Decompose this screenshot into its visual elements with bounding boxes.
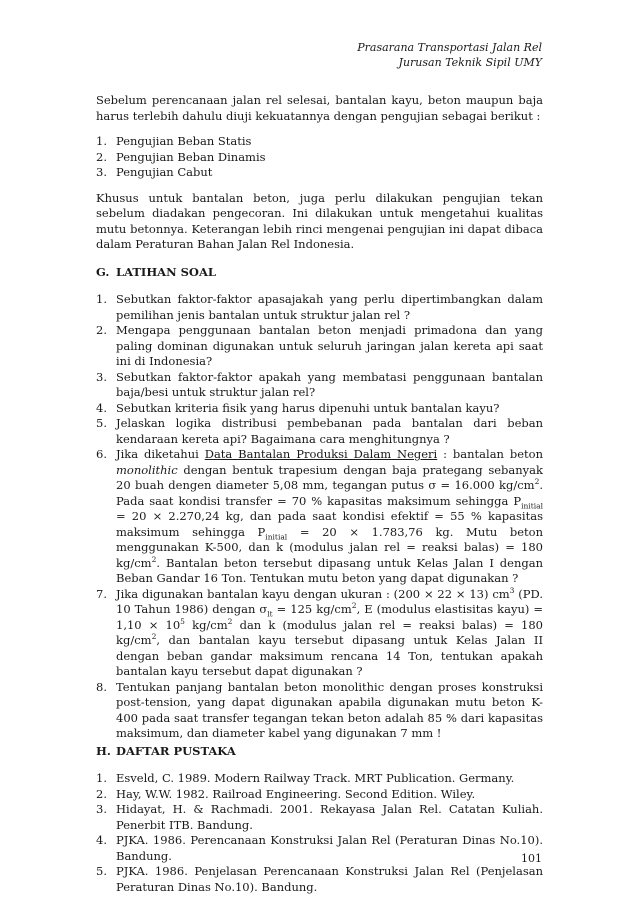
list-item: 1. Esveld, C. 1989. Modern Railway Track. MRT Publication. Germany.	[96, 771, 515, 785]
list-item: 2. Hay, W.W. 1982. Railroad Engineering. Second Edition. Wiley.	[96, 786, 476, 801]
running-header	[357, 40, 542, 70]
list-item: 2. Pengujian Beban Dinamis	[96, 149, 266, 164]
section-heading-exercises: G. LATIHAN SOAL	[96, 264, 216, 279]
list-item: 4. PJKA. 1986. Perencanaan Konstruksi Jalan Rel (Peraturan Dinas No.10). Bandung.	[96, 833, 543, 863]
list-item: 3. Sebutkan faktor-faktor apakah yang membatasi penggunaan bantalan baja/besi untuk struktur jalan rel?	[96, 369, 543, 399]
list-item: 4. Sebutkan kriteria fisik yang harus dipenuhi untuk bantalan kayu?	[96, 400, 500, 415]
list-item: 5. PJKA. 1986. Penjelasan Perencanaan Konstruksi Jalan Rel (Penjelasan Peraturan Dinas No.10). Bandung.	[96, 864, 543, 894]
list-item: 5. Jelaskan logika distribusi pembebanan pada bantalan dari beban kendaraan kereta api? Bagaimana cara menghitungnya ?	[96, 416, 543, 446]
list-item: 1. Sebutkan faktor-faktor apasajakah yang perlu dipertimbangkan dalam pemilihan jenis bantalan untuk struktur jalan rel ?	[96, 292, 543, 322]
list-item: 6. Jika diketahui Data Bantalan Produksi Dalam Negeri : bantalan beton monolithic dengan bentuk trapesium dengan baja prategang sebanyak 20 buah dengen diameter 5,08 mm, tegangan putus σ = 16.000 $kg/cm^2$. Pada saat kondisi transfer = 70 % kapasitas maksimum sehingga $P_{initial} = 20 \times 2.270,24$ kg, dan pada saat kondisi efektif = 55 % kapasitas maksimum sehingga $P_{initial} = 20 \times 1.783,76$ kg. Mutu beton menggunakan K-500, dan k (modulus jalan rel = reaksi balas) = 180 $kg/cm^2$. Bantalan beton tersebut dipasang untuk Kelas Jalan I dengan Beban Gandar 16 Ton. Tentukan mutu beton yang dapat digunakan ?	[96, 447, 543, 585]
list-item: 8. Tentukan panjang bantalan beton monolithic dengan proses konstruksi post-tension, yang dapat digunakan apabila digunakan mutu beton K-400 pada saat transfer tegangan tekan beton adalah 85 % dari kapasitas maksimum, dan diameter kabel yang digunakan 7 mm !	[96, 679, 543, 740]
list-item: 2. Mengapa penggunaan bantalan beton menjadi primadona dan yang paling dominan digunakan untuk seluruh jaringan jalan kereta api saat ini di Indonesia?	[96, 323, 543, 368]
section-heading-references: H. DAFTAR PUSTAKA	[96, 743, 236, 758]
page-number: 101	[521, 852, 542, 865]
reference-list	[96, 771, 543, 895]
intro-paragraph: Sebelum perencanaan jalan rel selesai, bantalan kayu, beton maupun baja harus terlebih dahulu diuji kekuatannya dengan pengujian sebagai berikut :	[96, 93, 543, 123]
list-item: 3. Hidayat, H. & Rachmadi. 2001. Rekayasa Jalan Rel. Catatan Kuliah. Penerbit ITB. Bandung.	[96, 802, 543, 832]
list-item: 1. Pengujian Beban Statis	[96, 134, 252, 148]
list-item: 3. Pengujian Cabut	[96, 165, 213, 179]
test-list	[96, 134, 543, 181]
header-course-title: Prasarana Transportasi Jalan Rel	[357, 41, 542, 54]
header-department: Jurusan Teknik Sipil UMY	[398, 56, 542, 69]
exercise-list	[96, 292, 543, 742]
page-body	[96, 93, 543, 895]
list-item: 7. Jika digunakan bantalan kayu dengan ukuran : (200 × 22 × 13) $cm^3$ (PD. 10 Tahun 1986) dengan $\sigma_{lt} = 125$ $kg/cm^2$, E (modulus elastisitas kayu) = $1,10 \times 10^5$ $kg/cm^2$ dan k (modulus jalan rel = reaksi balas) = 180 $kg/cm^2$, dan bantalan kayu tersebut dipasang untuk Kelas Jalan II dengan beban gandar maksimum rencana 14 Ton, tentukan apakah bantalan kayu tersebut dapat digunakan ?	[96, 585, 543, 678]
concrete-test-paragraph: Khusus untuk bantalan beton, juga perlu dilakukan pengujian tekan sebelum diadakan pengecoran. Ini dilakukan untuk mengetahui kualitas mutu betonnya. Keterangan lebih rinci mengenai pengujian ini dapat dibaca dalam Peraturan Bahan Jalan Rel Indonesia.	[96, 190, 543, 251]
